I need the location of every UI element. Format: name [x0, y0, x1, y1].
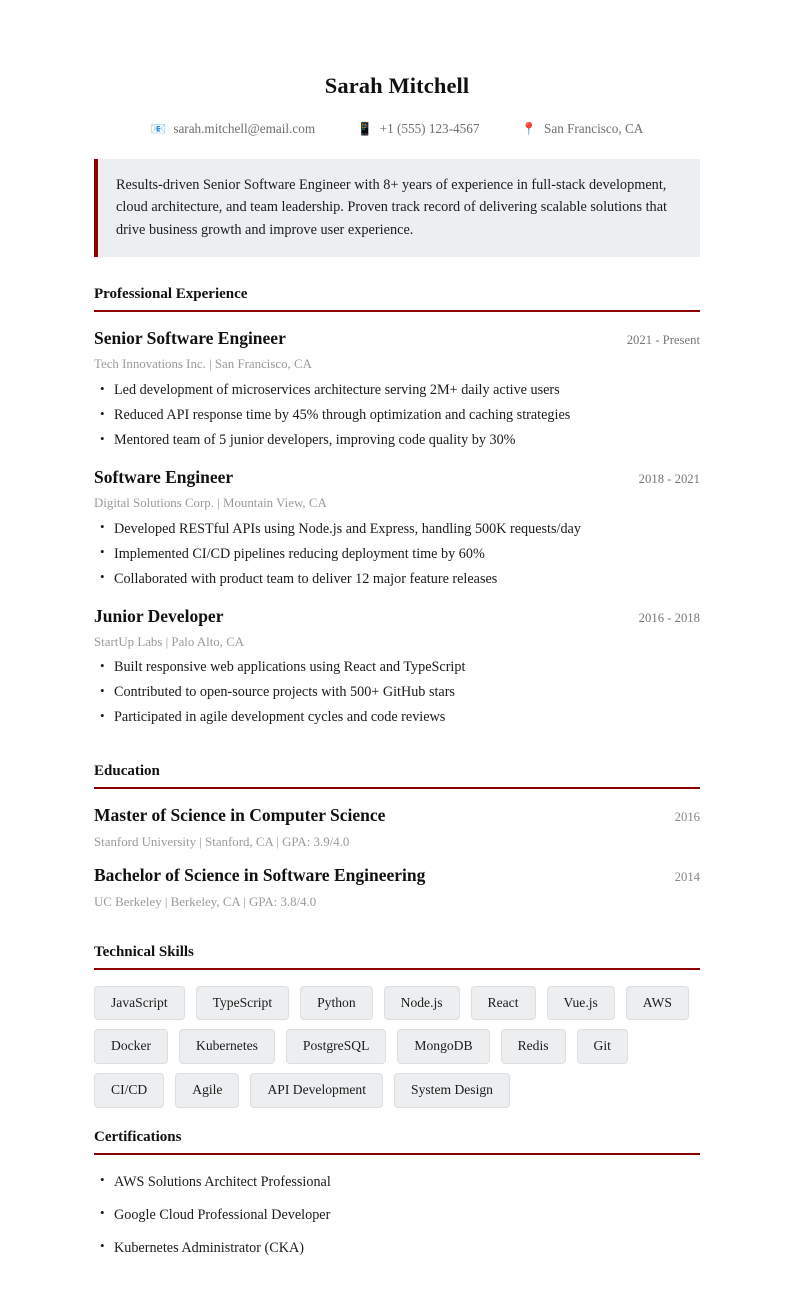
certification-item: • AWS Solutions Architect Professional — [94, 1171, 700, 1193]
degree-title: Bachelor of Science in Software Engineering — [94, 865, 426, 886]
phone-icon: 📱 — [357, 120, 373, 136]
location-pin-icon: 📍 — [521, 120, 537, 136]
skill-tag[interactable]: Node.js — [384, 986, 460, 1021]
job-bullet-list — [94, 518, 700, 590]
certification-item: • Google Cloud Professional Developer — [94, 1204, 700, 1226]
company-location: Tech Innovations Inc. | San Francisco, CA — [94, 357, 312, 372]
job-bullet: • Collaborated with product team to deliver 12 major feature releases — [94, 568, 700, 590]
degree-title: Master of Science in Computer Science — [94, 805, 386, 826]
certification-item: • Kubernetes Administrator (CKA) — [94, 1237, 700, 1259]
skill-tag[interactable]: PostgreSQL — [286, 1029, 386, 1064]
entry-header — [94, 467, 700, 489]
job-bullet: • Reduced API response time by 45% through optimization and caching strategies — [94, 404, 700, 426]
skill-tag[interactable]: TypeScript — [196, 986, 289, 1021]
section-divider — [94, 310, 700, 312]
certification-list — [94, 1171, 700, 1259]
job-date-range: 2021 - Present — [626, 333, 700, 348]
contact-item-phone[interactable] — [357, 121, 479, 137]
skill-tag[interactable]: Redis — [501, 1029, 566, 1064]
company-location: StartUp Labs | Palo Alto, CA — [94, 634, 245, 649]
skill-tag[interactable]: JavaScript — [94, 986, 185, 1021]
entry-header — [94, 805, 700, 827]
email-icon: 📧 — [150, 120, 167, 136]
skill-tag[interactable]: Git — [577, 1029, 628, 1064]
company-location: Digital Solutions Corp. | Mountain View, CA — [94, 496, 327, 510]
section-divider — [94, 787, 700, 789]
skill-tag[interactable]: React — [471, 986, 536, 1021]
job-date-range: 2016 - 2018 — [638, 610, 700, 625]
skill-tag[interactable]: Agile — [175, 1073, 239, 1108]
skill-tag[interactable]: System Design — [394, 1073, 510, 1108]
resume-header — [94, 74, 700, 137]
section-title-education: Education — [94, 763, 160, 780]
contact-text: +1 (555) 123-4567 — [379, 120, 480, 136]
job-bullet: • Led development of microservices architecture serving 2M+ daily active users — [94, 379, 700, 401]
section-education — [94, 762, 700, 910]
job-date-range: 2018 - 2021 — [638, 472, 700, 487]
education-entry — [94, 865, 700, 911]
job-bullet-list — [94, 656, 700, 728]
skill-tag[interactable]: Kubernetes — [179, 1029, 275, 1064]
job-bullet: • Developed RESTful APIs using Node.js and Express, handling 500K requests/day — [94, 518, 700, 540]
section-title-certifications: Certifications — [94, 1128, 182, 1145]
job-bullet: • Participated in agile development cycles and code reviews — [94, 706, 700, 728]
contact-item-location-pin[interactable] — [521, 121, 643, 137]
contact-text: San Francisco, CA — [544, 120, 644, 136]
candidate-name: Sarah Mitchell — [324, 73, 470, 98]
experience-entry — [94, 328, 700, 451]
job-bullet: • Built responsive web applications using React and TypeScript — [94, 656, 700, 678]
graduation-year: 2014 — [674, 870, 700, 885]
skill-tag[interactable]: CI/CD — [94, 1073, 164, 1108]
skill-tag[interactable]: AWS — [626, 986, 689, 1021]
education-entry — [94, 805, 700, 851]
section-divider — [94, 1153, 700, 1155]
section-title-skills: Technical Skills — [94, 943, 194, 960]
school-location-gpa: UC Berkeley | Berkeley, CA | GPA: 3.8/4.0 — [94, 894, 317, 909]
entry-header — [94, 328, 700, 350]
skill-tag[interactable]: API Development — [250, 1073, 383, 1108]
job-bullet-list — [94, 379, 700, 451]
summary-text: Results-driven Senior Software Engineer with 8+ years of experience in full-stack development, cloud architecture, and team leadership. Proven track record of delivering scalable solutions that drive business growth and improve user experience. — [116, 176, 668, 238]
contact-row — [94, 121, 700, 137]
skill-tag[interactable]: Docker — [94, 1029, 168, 1064]
job-bullet: • Implemented CI/CD pipelines reducing deployment time by 60% — [94, 543, 700, 565]
graduation-year: 2016 — [674, 810, 700, 825]
professional-summary-box — [94, 159, 700, 258]
job-bullet: • Contributed to open-source projects with 500+ GitHub stars — [94, 681, 700, 703]
job-title: Software Engineer — [94, 467, 234, 488]
job-bullet: • Mentored team of 5 junior developers, improving code quality by 30% — [94, 429, 700, 451]
entry-header — [94, 606, 700, 628]
education-list — [94, 805, 700, 910]
school-location-gpa: Stanford University | Stanford, CA | GPA: 3.9/4.0 — [94, 835, 350, 850]
experience-list — [94, 328, 700, 728]
section-technical-skills — [94, 943, 700, 1108]
experience-entry — [94, 467, 700, 590]
skill-tag[interactable]: MongoDB — [397, 1029, 489, 1064]
skill-tag-list — [94, 986, 700, 1108]
contact-text: sarah.mitchell@email.com — [173, 120, 316, 136]
skill-tag[interactable]: Python — [300, 986, 373, 1021]
section-title-experience: Professional Experience — [94, 286, 248, 303]
skill-tag[interactable]: Vue.js — [547, 986, 615, 1021]
entry-header — [94, 865, 700, 887]
section-certifications — [94, 1128, 700, 1259]
job-title: Senior Software Engineer — [94, 328, 286, 349]
section-divider — [94, 968, 700, 970]
section-professional-experience — [94, 285, 700, 728]
contact-item-email[interactable] — [151, 121, 315, 137]
job-title: Junior Developer — [94, 605, 224, 626]
experience-entry — [94, 606, 700, 729]
